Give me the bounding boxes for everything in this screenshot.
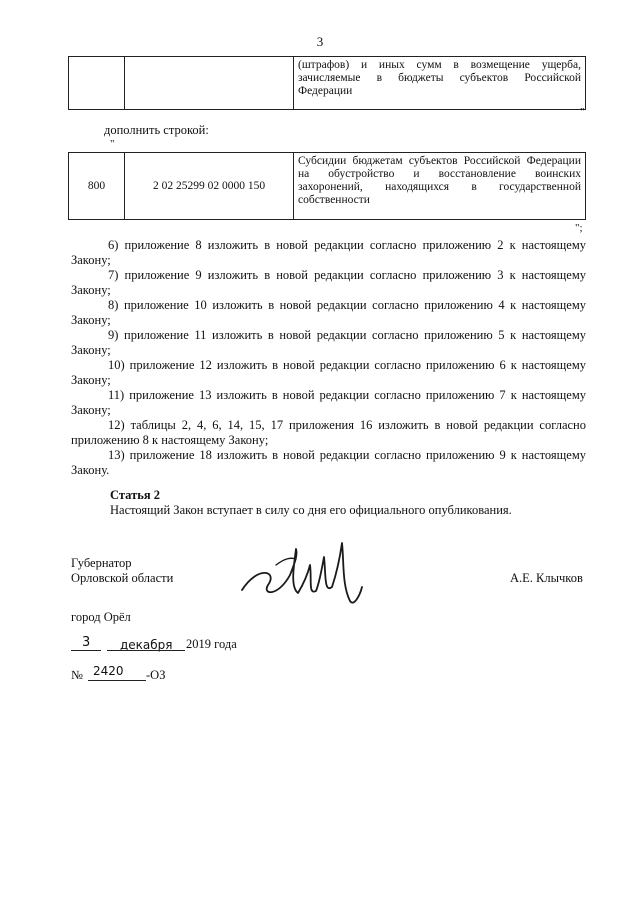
page-number: 3 — [316, 34, 324, 49]
item-text: 10) приложение 12 изложить в новой редакции согласно приложению 6 к настоящему Закону; — [71, 358, 586, 388]
table-row — [69, 57, 586, 110]
signatory-name: А.Е. Клычков — [510, 571, 583, 585]
list-item — [71, 328, 586, 358]
budget-table-added — [68, 152, 586, 220]
law-number-prefix: № — [71, 668, 83, 682]
signatory-title-line2: Орловской области — [71, 571, 174, 585]
item-text: 13) приложение 18 изложить в новой редакции согласно приложению 9 к настоящему Закону. — [71, 448, 586, 478]
table-cell-kbk: 2 02 25299 02 0000 150 — [125, 153, 294, 220]
item-text: 9) приложение 11 изложить в новой редакции согласно приложению 5 к настоящему Закону; — [71, 328, 586, 358]
list-item — [71, 358, 586, 388]
list-item — [71, 418, 586, 448]
list-item — [71, 448, 586, 478]
add-line-text: дополнить строкой: — [104, 123, 209, 137]
date-day-underline — [71, 650, 101, 651]
list-item — [71, 268, 586, 298]
item-text: 8) приложение 10 изложить в новой редакции согласно приложению 4 к настоящему Закону; — [71, 298, 586, 328]
list-item — [71, 388, 586, 418]
opening-quote: " — [110, 138, 115, 150]
table-cell-kbk — [125, 57, 294, 110]
law-number-value: 2420 — [93, 664, 124, 678]
law-number-underline — [88, 680, 146, 681]
law-number-suffix: -ОЗ — [146, 668, 166, 682]
closing-quote: " — [580, 106, 585, 118]
signatory-title-line1: Губернатор — [71, 556, 132, 570]
table-cell-code: 800 — [69, 153, 125, 220]
handwritten-signature — [238, 535, 368, 610]
table-cell-description: (штрафов) и иных сумм в возмещение ущерба, зачисляемые в бюджеты субъектов Российской Федерации — [294, 57, 586, 110]
date-month: декабря — [120, 638, 173, 652]
closing-quote-semicolon: "; — [575, 222, 583, 234]
table-cell-code — [69, 57, 125, 110]
item-text: 7) приложение 9 изложить в новой редакции согласно приложению 3 к настоящему Закону; — [71, 268, 586, 298]
city-name: город Орёл — [71, 610, 131, 624]
table-cell-description: Субсидии бюджетам субъектов Российской Федерации на обустройство и восстановление воинских захоронений, находящихся в государственной собственности — [294, 153, 586, 220]
date-day: 3 — [82, 635, 91, 650]
budget-table-top — [68, 56, 586, 110]
item-text: 6) приложение 8 изложить в новой редакции согласно приложению 2 к настоящему Закону; — [71, 238, 586, 268]
article-heading: Статья 2 — [110, 488, 160, 502]
list-item — [71, 238, 586, 268]
list-item — [71, 298, 586, 328]
item-text: 12) таблицы 2, 4, 6, 14, 15, 17 приложения 16 изложить в новой редакции согласно приложению 8 к настоящему Закону; — [71, 418, 586, 448]
item-text: 11) приложение 13 изложить в новой редакции согласно приложению 7 к настоящему Закону; — [71, 388, 586, 418]
article-text: Настоящий Закон вступает в силу со дня его официального опубликования. — [110, 503, 512, 517]
table-row — [69, 153, 586, 220]
date-year: 2019 года — [186, 637, 237, 651]
date-month-underline — [107, 650, 185, 651]
